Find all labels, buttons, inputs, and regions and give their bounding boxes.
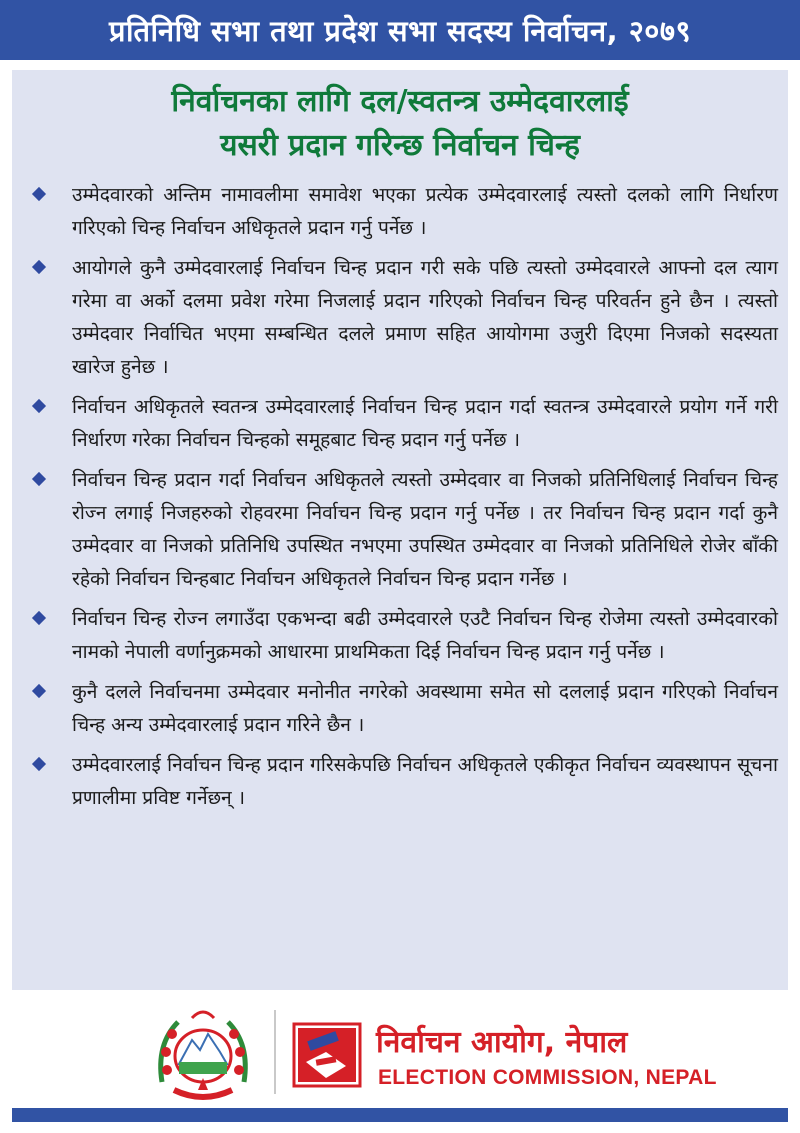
list-item bbox=[26, 463, 778, 595]
diamond-bullet-icon bbox=[32, 611, 46, 625]
diamond-bullet-icon bbox=[32, 684, 46, 698]
list-item-text: निर्वाचन अधिकृतले स्वतन्त्र उम्मेदवारलाई निर्वाचन चिन्ह प्रदान गर्दा स्वतन्त्र उम्मेदवारले प्रयोग गर्ने गरी निर्धारण गरेका निर्वाचन चिन्हको समूहबाट चिन्ह प्रदान गर्नु पर्नेछ । bbox=[72, 395, 778, 451]
list-item bbox=[26, 390, 778, 456]
diamond-bullet-icon bbox=[32, 260, 46, 274]
list-item bbox=[26, 748, 778, 814]
list-item bbox=[26, 178, 778, 244]
list-item-text: कुनै दलले निर्वाचनमा उम्मेदवार मनोनीत नगरेको अवस्थामा समेत सो दललाई प्रदान गरिएको निर्वाचन चिन्ह अन्य उम्मेदवारलाई प्रदान गरिने छैन । bbox=[72, 680, 778, 736]
footer-divider bbox=[274, 1010, 276, 1094]
election-commission-logo-icon bbox=[292, 1022, 362, 1088]
diamond-bullet-icon bbox=[32, 187, 46, 201]
header-banner bbox=[0, 0, 800, 60]
header-title: प्रतिनिधि सभा तथा प्रदेश सभा सदस्य निर्वाचन, २०७९ bbox=[108, 13, 692, 48]
rules-list bbox=[26, 178, 778, 821]
list-item-text: उम्मेदवारको अन्तिम नामावलीमा समावेश भएका प्रत्येक उम्मेदवारलाई त्यस्तो दलको लागि निर्धारण गरिएको चिन्ह निर्वाचन अधिकृतले प्रदान गर्नु पर्नेछ । bbox=[72, 183, 778, 239]
subtitle-line-2: यसरी प्रदान गरिन्छ निर्वाचन चिन्ह bbox=[220, 128, 580, 163]
list-item-text: निर्वाचन चिन्ह रोज्न लगाउँदा एकभन्दा बढी उम्मेदवारले एउटै निर्वाचन चिन्ह रोजेमा त्यस्तो उम्मेदवारको नामको नेपाली वर्णानुक्रमको आधारमा प्राथमिकता दिई निर्वाचन चिन्ह प्रदान गर्नु पर्नेछ । bbox=[72, 607, 778, 663]
org-name-nepali: निर्वाचन आयोग, नेपाल bbox=[376, 1025, 628, 1060]
list-item-text: उम्मेदवारलाई निर्वाचन चिन्ह प्रदान गरिसकेपछि निर्वाचन अधिकृतले एकीकृत निर्वाचन व्यवस्थापन सूचना प्रणालीमा प्रविष्ट गर्नेछन् । bbox=[72, 753, 778, 809]
bottom-bar bbox=[12, 1108, 788, 1122]
subtitle-line-1: निर्वाचनका लागि दल/स्वतन्त्र उम्मेदवारलाई bbox=[171, 84, 629, 119]
nepal-emblem-icon bbox=[148, 1004, 258, 1102]
list-item-text: आयोगले कुनै उम्मेदवारलाई निर्वाचन चिन्ह प्रदान गरी सके पछि त्यस्तो उम्मेदवारले आफ्नो दल त्याग गरेमा वा अर्को दलमा प्रवेश गरेमा निजलाई प्रदान गरिएको निर्वाचन चिन्ह परिवर्तन हुने छैन । त्यस्तो उम्मेदवार निर्वाचित भएमा सम्बन्धित दलले प्रमाण सहित आयोगमा उजुरी दिएमा निजको सदस्यता खारेज हुनेछ । bbox=[72, 256, 778, 378]
list-item-text: निर्वाचन चिन्ह प्रदान गर्दा निर्वाचन अधिकृतले त्यस्तो उम्मेदवार वा निजको प्रतिनिधिलाई निर्वाचन चिन्ह रोज्न लगाई निजहरुको रोहवरमा निर्वाचन चिन्ह प्रदान गर्नु पर्नेछ । तर निर्वाचन चिन्ह प्रदान गर्दा कुनै उम्मेदवार वा निजको प्रतिनिधि उपस्थित नभएमा उपस्थित उम्मेदवार वा निजको प्रतिनिधिले रोजेर बाँकी रहेको निर्वाचन चिन्हबाट निर्वाचन अधिकृतले निर्वाचन चिन्ह प्रदान गर्नेछ । bbox=[72, 468, 778, 590]
footer bbox=[12, 1000, 788, 1106]
content-panel bbox=[12, 70, 788, 990]
subtitle bbox=[12, 80, 788, 168]
diamond-bullet-icon bbox=[32, 757, 46, 771]
diamond-bullet-icon bbox=[32, 472, 46, 486]
org-name-english: ELECTION COMMISSION, NEPAL bbox=[378, 1066, 717, 1089]
diamond-bullet-icon bbox=[32, 399, 46, 413]
list-item bbox=[26, 675, 778, 741]
list-item bbox=[26, 251, 778, 383]
list-item bbox=[26, 602, 778, 668]
